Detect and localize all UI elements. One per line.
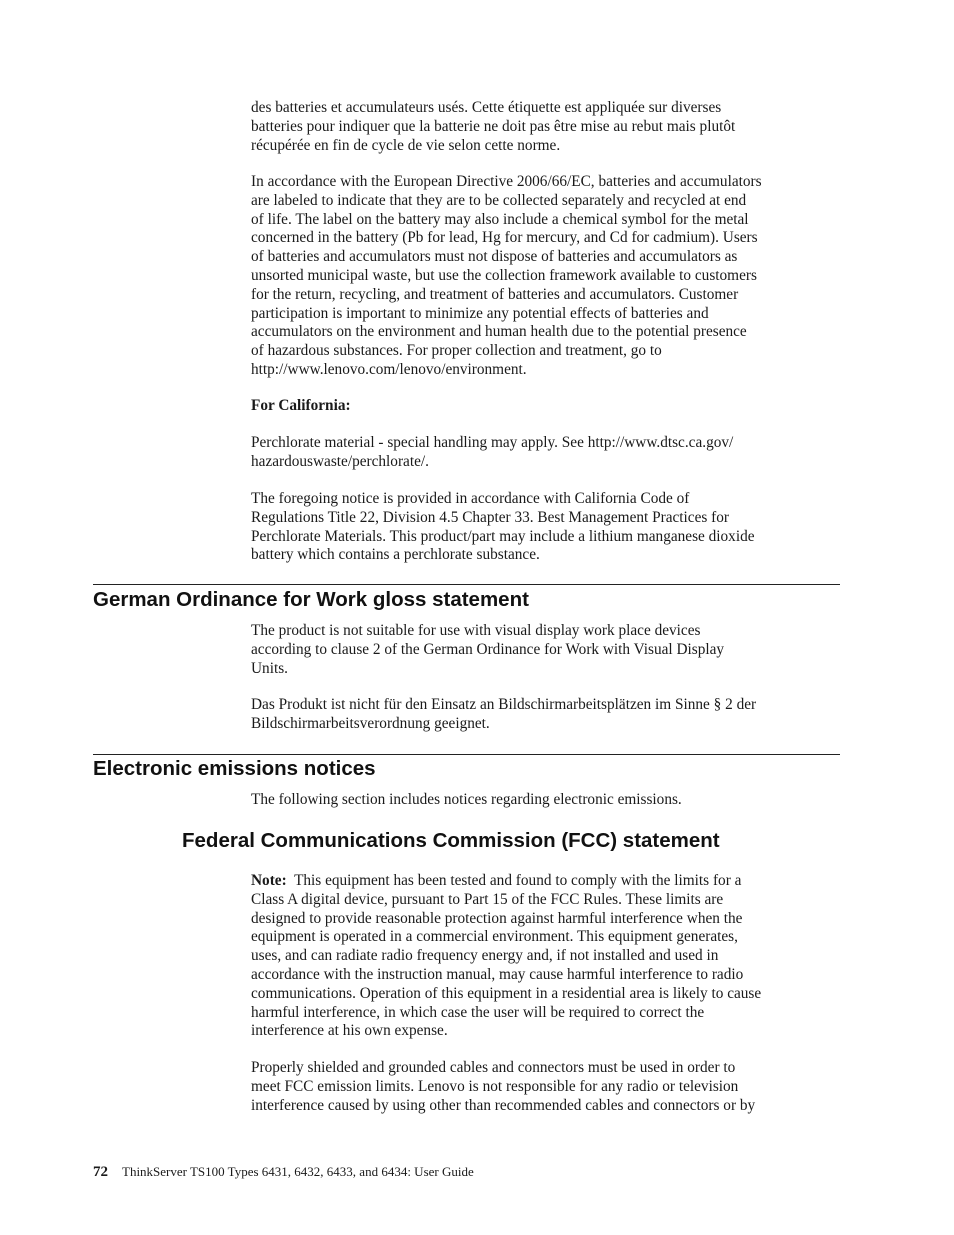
section-divider (93, 584, 840, 585)
california-heading: For California: (251, 397, 351, 414)
footer-doc-title: ThinkServer TS100 Types 6431, 6432, 6433, and 6434: User Guide (122, 1164, 474, 1179)
subsection-title-fcc: Federal Communications Commission (FCC) statement (182, 829, 720, 852)
note-label: Note: (251, 872, 287, 889)
page-footer (93, 1163, 474, 1181)
paragraph-german-ordinance-de: Das Produkt ist nicht für den Einsatz an Bildschirmarbeitsplätzen im Sinne § 2 der Bildschirmarbeitsverordnung geeignet. (251, 696, 757, 732)
paragraph-perchlorate: Perchlorate material - special handling may apply. See http://www.dtsc.ca.gov/ hazardouswaste/perchlorate/. (251, 434, 734, 470)
page-number: 72 (93, 1164, 108, 1180)
paragraph-fcc-cables: Properly shielded and grounded cables and connectors must be used in order to meet FCC emission limits. Lenovo is not responsible for any radio or television interference caused by using other than recommended cables and connectors or by (251, 1059, 756, 1114)
paragraph-eu-directive: In accordance with the European Directive 2006/66/EC, batteries and accumulators are labeled to indicate that they are to be collected separately and recycled at end of life. The label on the battery may also include a chemical symbol for the metal concerned in the battery (Pb for lead, Hg for mercury, and Cd for cadmium). Users of batteries and accumulators must not dispose of batteries and accumulators as unsorted municipal waste, but use the collection framework available to customers for the return, recycling, and treatment of batteries and accumulators. Customer participation is important to minimize any potential effects of batteries and accumulators on the environment and human health due to the potential presence of hazardous substances. For proper collection and treatment, go to http://www.lenovo.com/lenovo/environment. (251, 173, 762, 378)
paragraph-german-ordinance-en: The product is not suitable for use with visual display work place devices according to clause 2 of the German Ordinance for Work with Visual Display Units. (251, 622, 725, 677)
paragraph-battery-label: des batteries et accumulateurs usés. Cette étiquette est appliquée sur diverses batteries pour indiquer que la batterie ne doit pas être mise au rebut mais plutôt récupérée en fin de cycle de vie selon cette norme. (251, 99, 736, 154)
paragraph-emissions-intro: The following section includes notices regarding electronic emissions. (251, 791, 682, 808)
section-title-electronic-emissions: Electronic emissions notices (93, 757, 376, 780)
section-title-german-ordinance: German Ordinance for Work gloss statement (93, 588, 529, 611)
paragraph-fcc-note: Note: This equipment has been tested and found to comply with the limits for a Class A digital device, pursuant to Part 15 of the FCC Rules. These limits are designed to provide reasonable protection against harmful interference when the equipment is operated in a commercial environment. This equipment generates, uses, and can radiate radio frequency energy and, if not installed and used in accordance with the instruction manual, may cause harmful interference to radio communications. Operation of this equipment in a residential area is likely to cause harmful interference, in which case the user will be required to correct the interference at his own expense. (251, 872, 762, 1040)
section-divider (93, 754, 840, 755)
paragraph-california-code: The foregoing notice is provided in accordance with California Code of Regulations Title 22, Division 4.5 Chapter 33. Best Management Practices for Perchlorate Materials. This product/part may include a lithium manganese dioxide battery which contains a perchlorate substance. (251, 490, 755, 564)
